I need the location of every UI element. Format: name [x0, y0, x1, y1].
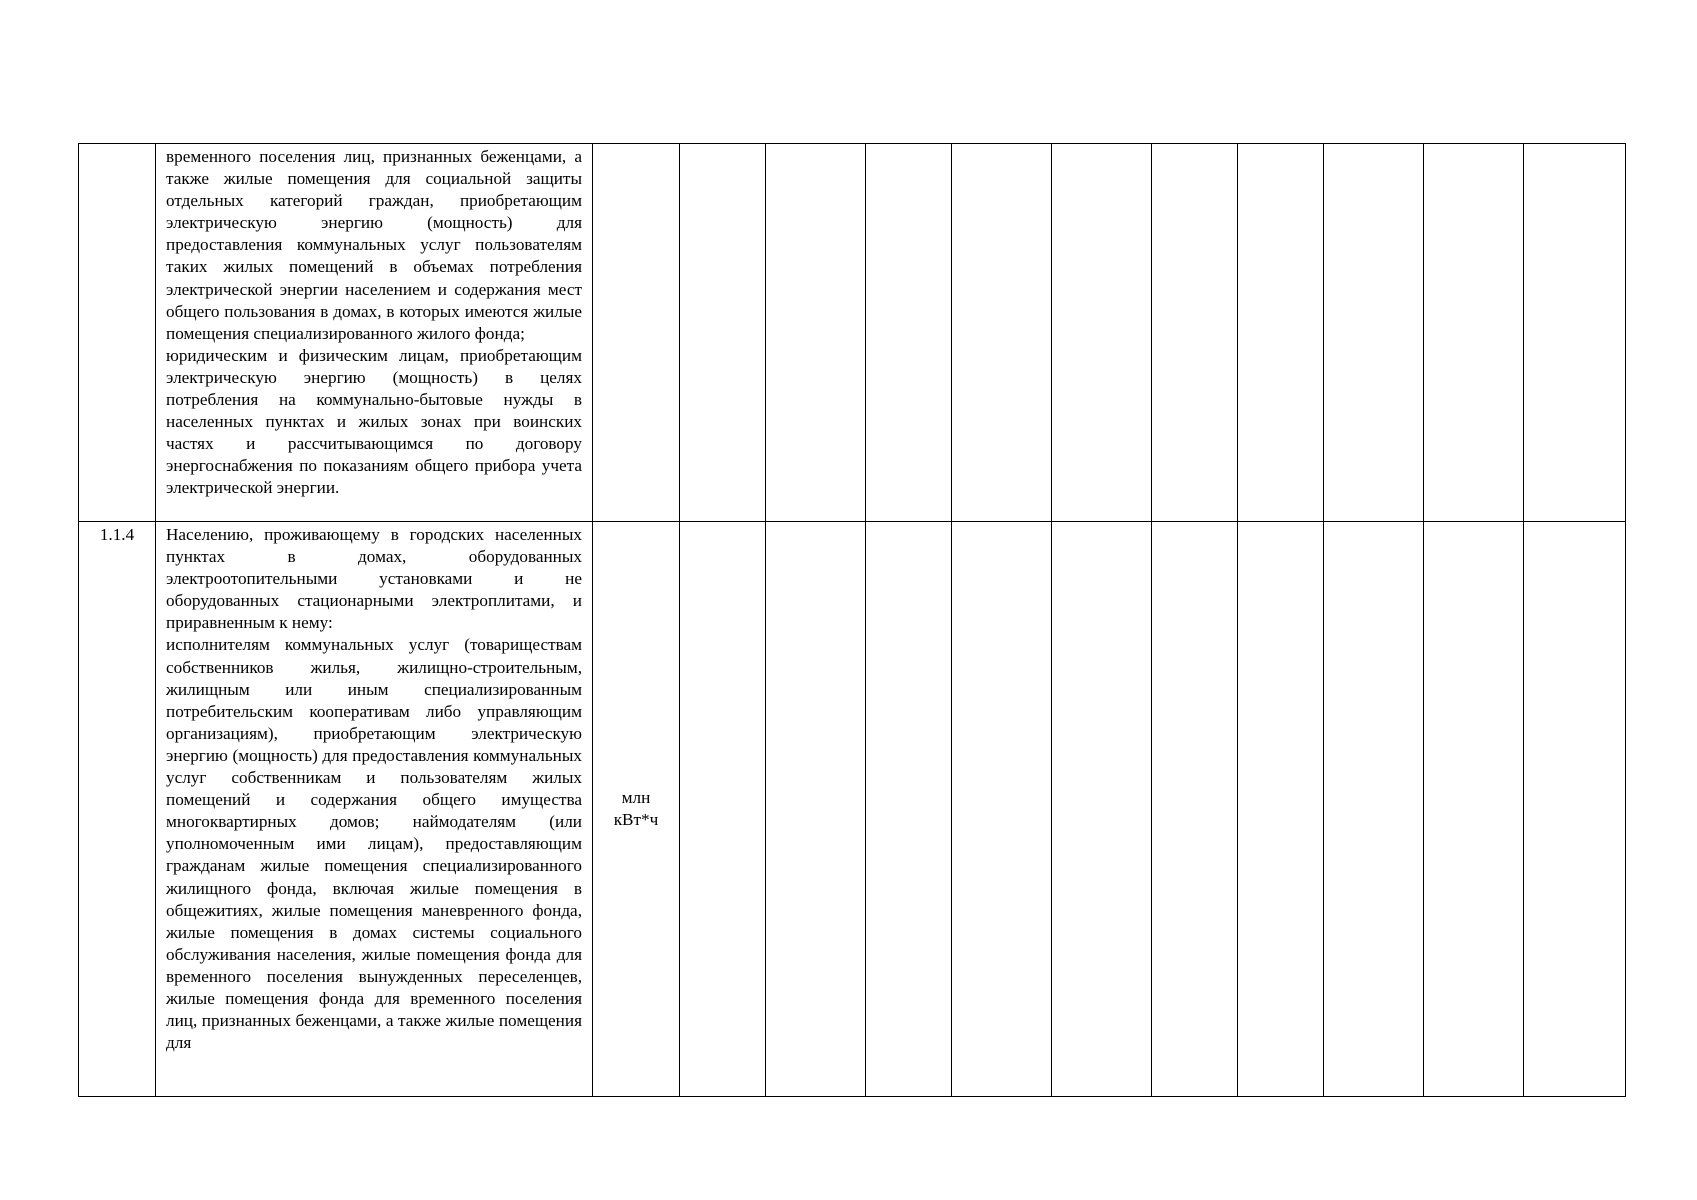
value-cell [1152, 522, 1238, 1097]
value-cell [1424, 144, 1524, 522]
unit-cell [593, 522, 680, 1097]
unit-line-2: кВт*ч [613, 810, 659, 829]
value-cell [1238, 522, 1324, 1097]
value-cell [766, 144, 866, 522]
value-cell [1324, 144, 1424, 522]
value-cell [1052, 144, 1152, 522]
value-cell [1324, 522, 1424, 1097]
tariff-table [78, 143, 1626, 1097]
table-row [79, 522, 1626, 1097]
unit-line-1: млн [621, 787, 651, 807]
value-cell [680, 144, 766, 522]
description-paragraph: Населению, проживающему в городских населенных пунктах в домах, оборудованных электроотопительными установками и не оборудованных стационарными электроплитами, и приравненным к нему: [166, 525, 582, 633]
row-number: 1.1.4 [79, 522, 156, 1097]
row-number [79, 144, 156, 522]
value-cell [952, 522, 1052, 1097]
value-cell [952, 144, 1052, 522]
value-cell [680, 522, 766, 1097]
value-cell [1238, 144, 1324, 522]
value-cell [1524, 144, 1626, 522]
value-cell [1524, 522, 1626, 1097]
description-paragraph: временного поселения лиц, признанных беженцами, а также жилые помещения для социальной защиты отдельных категорий граждан, приобретающим электрическую энергию (мощность) для предоставления коммунальных услуг пользователям таких жилых помещений в объемах потребления электрической энергии населением и содержания мест общего пользования в домах, в которых имеются жилые помещения специализированного жилого фонда; [166, 147, 582, 343]
unit-cell [593, 144, 680, 522]
value-cell [1152, 144, 1238, 522]
row-description [156, 522, 593, 1097]
description-paragraph: исполнителям коммунальных услуг (товариществам собственников жилья, жилищно-строительным, жилищным или иным специализированным потребительским кооперативам либо управляющим организациям), приобретающим электрическую энергию (мощность) для предоставления коммунальных услуг собственникам и пользователям жилых помещений и содержания общего имущества многоквартирных домов; наймодателям (или уполномоченным ими лицам), предоставляющим гражданам жилые помещения специализированного жилищного фонда, включая жилые помещения в общежитиях, жилые помещения маневренного фонда, жилые помещения в домах системы социального обслуживания населения, жилые помещения фонда для временного поселения вынужденных переселенцев, жилые помещения фонда для временного поселения лиц, признанных беженцами, а также жилые помещения для [166, 635, 582, 1053]
value-cell [866, 144, 952, 522]
value-cell [1052, 522, 1152, 1097]
description-paragraph: юридическим и физическим лицам, приобретающим электрическую энергию (мощность) в целях потребления на коммунально-бытовые нужды в населенных пунктах и жилых зонах при воинских частях и рассчитывающимся по договору энергоснабжения по показаниям общего прибора учета электрической энергии. [166, 345, 582, 498]
row-description [156, 144, 593, 522]
value-cell [1424, 522, 1524, 1097]
value-cell [866, 522, 952, 1097]
table-row [79, 144, 1626, 522]
value-cell [766, 522, 866, 1097]
